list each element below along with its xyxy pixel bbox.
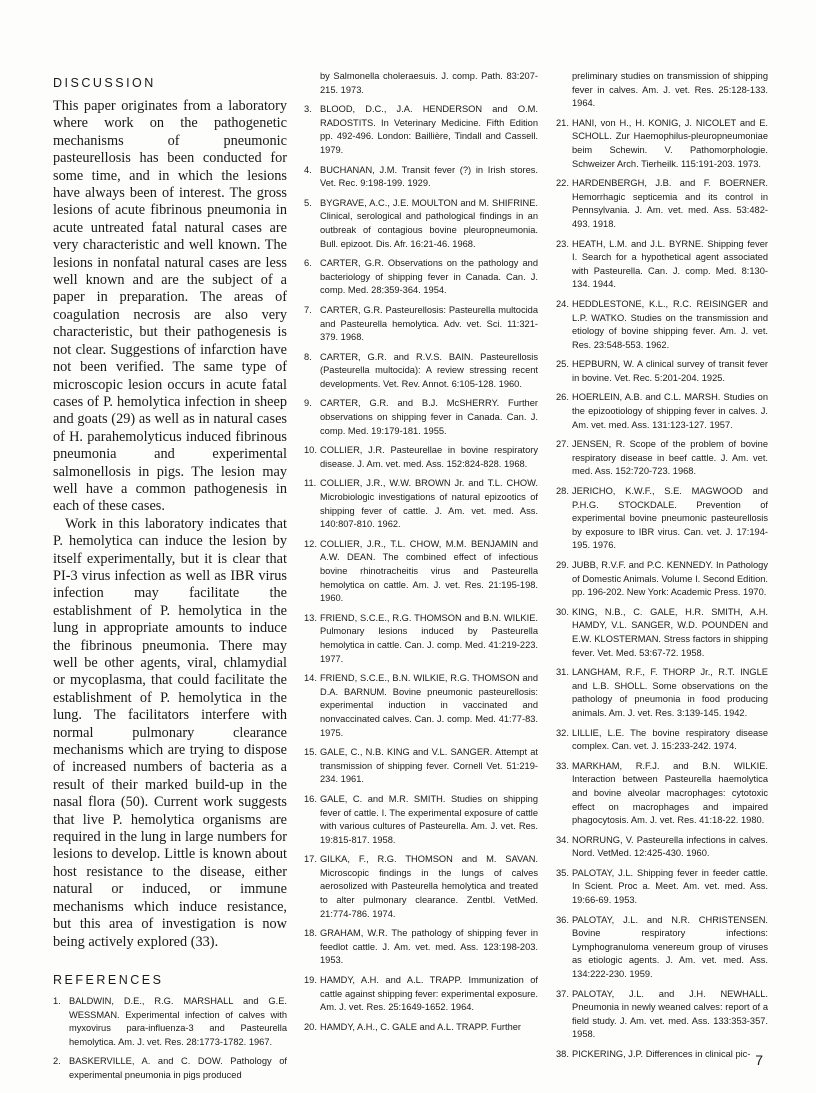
reference-item <box>556 438 768 479</box>
reference-text: LANGHAM, R.F., F. THORP Jr., R.T. INGLE and L.B. SHOLL. Some observations on the pathology of pneumonia in food producing animals. Am. J. vet. Res. 3:139-145. 1942. <box>572 667 768 718</box>
reference-text: NORRUNG, V. Pasteurella infections in calves. Nord. VetMed. 12:425-430. 1960. <box>572 834 768 859</box>
reference-text: HARDENBERGH, J.B. and F. BOERNER. Hemorrhagic septicemia and its control in Pennsylvania. J. Am. vet. med. Ass. 53:482-493. 1918. <box>572 178 768 229</box>
reference-number: 16. <box>304 793 317 804</box>
reference-item <box>304 612 538 666</box>
reference-text: COLLIER, J.R., T.L. CHOW, M.M. BENJAMIN and A.W. DEAN. The combined effect of infectious bovine rhinotracheitis virus and Pasteurella hemolytica on cattle. Am. J. vet. Res. 21:195-198. 1960. <box>320 538 538 604</box>
reference-number: 1. <box>53 995 61 1006</box>
reference-item <box>304 927 538 968</box>
reference-item <box>556 760 768 828</box>
reference-item <box>304 477 538 531</box>
reference-text: PICKERING, J.P. Differences in clinical pic- <box>572 1049 751 1059</box>
reference-item <box>304 793 538 847</box>
reference-item <box>304 397 538 438</box>
reference-number: 3. <box>304 104 312 115</box>
reference-item <box>556 238 768 292</box>
reference-item <box>556 177 768 231</box>
reference-text: CARTER, G.R. Pasteurellosis: Pasteurella multocida and Pasteurella hemolytica. Adv. vet. Sci. 11:321-379. 1968. <box>320 304 538 343</box>
reference-number: 14. <box>304 673 317 684</box>
reference-item <box>304 103 538 157</box>
reference-list-col1 <box>53 995 287 1083</box>
reference-number: 31. <box>556 667 569 678</box>
reference-text: HANI, von H., H. KONIG, J. NICOLET and E. SCHOLL. Zur Haemophilus-pleuropneumoniae beim Schewin. V. Pathomorphologie. Schweizer Arch. Tierheilk. 115:191-203. 1973. <box>572 117 768 169</box>
reference-item <box>556 298 768 352</box>
reference-text: CARTER, G.R. Observations on the pathology and bacteriology of shipping fever in Canada. Can. J. comp. Med. 28:359-364. 1954. <box>320 258 538 296</box>
reference-item <box>304 672 538 740</box>
reference-continuation: preliminary studies on transmission of shipping fever in calves. Am. J. vet. Res. 25:128-133. 1964. <box>572 71 768 109</box>
reference-item <box>556 391 768 432</box>
reference-item <box>556 988 768 1042</box>
reference-item <box>556 914 768 982</box>
reference-text: BYGRAVE, A.C., J.E. MOULTON and M. SHIFRINE. Clinical, serological and pathological findings in an outbreak of contagious bovine pleuropneumonia. Bull. epizoot. Dis. Afr. 16:21-46. 1968. <box>320 197 538 249</box>
reference-item <box>53 1055 287 1082</box>
reference-item <box>304 444 538 471</box>
reference-text: JUBB, R.V.F. and P.C. KENNEDY. In Pathology of Domestic Animals. Volume I. Second Edition. pp. 196-202. New York: Academic Press. 1970. <box>572 560 768 598</box>
reference-text: CARTER, G.R. and R.V.S. BAIN. Pasteurellosis (Pasteurella multocida): A review stressing recent developments. Vet. Rev. Annot. 6:105-128. 1960. <box>320 351 538 389</box>
reference-number: 17. <box>304 854 317 865</box>
reference-text: KING, N.B., C. GALE, H.R. SMITH, A.H. HAMDY, V.L. SANGER, W.D. POUNDEN and E.W. KLOSTERMAN. Stress factors in shipping fever. Vet. Med. 53:67-72. 1958. <box>572 606 768 658</box>
reference-number: 2. <box>53 1056 61 1067</box>
reference-list-col2 <box>304 70 538 1034</box>
reference-number: 28. <box>556 486 569 497</box>
left-column <box>53 70 287 1088</box>
reference-text: GILKA, F., R.G. THOMSON and M. SAVAN. Microscopic findings in the lungs of calves aerosolized with Pasteurella hemolytica and treated to alter pulmonary clearance. Zentbl. VetMed. 21:774-786. 1974. <box>320 854 538 919</box>
discussion-heading: DISCUSSION <box>53 76 156 90</box>
reference-text: COLLIER, J.R. Pasteurellae in bovine respiratory disease. J. Am. vet. med. Ass. 152:824-828. 1968. <box>320 445 538 469</box>
right-column <box>556 70 768 1068</box>
reference-number: 10. <box>304 445 317 456</box>
reference-text: BASKERVILLE, A. and C. DOW. Pathology of experimental pneumonia in pigs produced <box>69 1056 287 1080</box>
reference-number: 4. <box>304 164 312 175</box>
reference-number: 29. <box>556 560 569 570</box>
reference-text: MARKHAM, R.F.J. and B.N. WILKIE. Interaction between Pasteurella haemolytica and bovine alveolar macrophages: cytotoxic effect on macrophages and impaired phagocytosis. Am. J. vet. Res. 41:18-22. 1980. <box>572 760 768 826</box>
reference-number: 25. <box>556 359 569 370</box>
reference-number: 7. <box>304 304 312 315</box>
reference-item <box>304 197 538 251</box>
reference-item <box>556 117 768 171</box>
reference-item <box>556 727 768 754</box>
reference-number: 11. <box>304 478 317 489</box>
reference-number: 15. <box>304 747 317 758</box>
reference-number: 23. <box>556 238 569 249</box>
reference-number: 37. <box>556 988 569 999</box>
reference-item <box>53 995 287 1049</box>
reference-number: 36. <box>556 914 569 925</box>
reference-item <box>556 559 768 600</box>
reference-number: 13. <box>304 612 317 623</box>
reference-item <box>556 834 768 861</box>
reference-text: CARTER, G.R. and B.J. McSHERRY. Further observations on shipping fever in Canada. Can. J. comp. Med. 19:179-181. 1955. <box>320 398 538 436</box>
reference-number: 12. <box>304 538 317 549</box>
reference-item <box>304 257 538 298</box>
reference-text: PALOTAY, J.L. Shipping fever in feeder cattle. In Scient. Proc a. Meet. Am. vet. med. Ass. 19:66-69. 1953. <box>572 867 768 906</box>
reference-text: BALDWIN, D.E., R.G. MARSHALL and G.E. WESSMAN. Experimental infection of calves with myxovirus para-influenza-3 and Pasteurella hemolytica. Am. J. vet. Res. 28:1773-1782. 1967. <box>69 995 287 1047</box>
reference-number: 35. <box>556 867 569 878</box>
reference-item <box>556 867 768 908</box>
reference-text: LILLIE, L.E. The bovine respiratory disease complex. Can. vet. J. 15:233-242. 1974. <box>572 727 768 752</box>
reference-text: HAMDY, A.H., C. GALE and A.L. TRAPP. Further <box>320 1021 522 1032</box>
page-number: 7 <box>755 1052 763 1068</box>
reference-item <box>304 304 538 345</box>
reference-item <box>556 358 768 385</box>
reference-text: HAMDY, A.H. and A.L. TRAPP. Immunization of cattle against shipping fever: experimental exposure. Am. J. vet. Res. 25:1649-1652. 1964. <box>320 975 538 1013</box>
discussion-paragraph-1: This paper originates from a laboratory where work on the pathogenetic mechanisms of pneumonic pasteurellosis has been conducted for some time, and in which the lesions have always been of interest. The gross lesions of acute fibrinous pneumonia in acute untreated fatal natural cases are very characteristic and well known. The lesions in nonfatal natural cases are less well known and are the subject of a paper in preparation. The areas of coagulation necrosis are also very characteristic, but their pathogenesis is not clear. Suggestions of infarction have not been verified. The same type of microscopic lesion occurs in acute fatal cases of P. hemolytica infection in sheep and goats (29) as well as in natural cases of H. parahemolyticus induced fibrinous pneumonia and experimental salmonellosis in pigs. The lesion may well have a common pathogenesis in each of these cases. <box>53 98 287 515</box>
reference-text: FRIEND, S.C.E., R.G. THOMSON and B.N. WILKIE. Pulmonary lesions induced by Pasteurella hemolytica in cattle. Can. J. comp. Med. 41:219-223. 1977. <box>320 612 538 664</box>
reference-number: 22. <box>556 178 569 189</box>
reference-item <box>556 606 768 660</box>
reference-item <box>304 746 538 787</box>
reference-number: 20. <box>304 1021 317 1032</box>
references-heading: REFERENCES <box>53 972 164 987</box>
reference-text: HEDDLESTONE, K.L., R.C. REISINGER and L.P. WATKO. Studies on the transmission and etiology of bovine shipping fever. Am. J. vet. Res. 23:548-553. 1962. <box>572 298 768 350</box>
reference-number: 24. <box>556 298 569 309</box>
reference-number: 26. <box>556 392 569 403</box>
reference-text: BLOOD, D.C., J.A. HENDERSON and O.M. RADOSTITS. In Veterinary Medicine. Fifth Edition pp. 492-496. London: Baillière, Tindall and Cassell. 1979. <box>320 104 538 155</box>
reference-number: 27. <box>556 439 569 450</box>
reference-item <box>304 1021 538 1035</box>
reference-continuation: by Salmonella choleraesuis. J. comp. Path. 83:207-215. 1973. <box>320 71 538 95</box>
reference-text: GALE, C., N.B. KING and V.L. SANGER. Attempt at transmission of shipping fever. Cornell Vet. 51:219-234. 1961. <box>320 747 538 785</box>
reference-text: JERICHO, K.W.F., S.E. MAGWOOD and P.H.G. STOCKDALE. Prevention of experimental bovine pneumonic pasteurellosis by exposure to IBR virus. Can. vet. J. 17:194-195. 1976. <box>572 486 768 551</box>
reference-number: 19. <box>304 975 317 986</box>
reference-number: 33. <box>556 760 569 771</box>
reference-text: FRIEND, S.C.E., B.N. WILKIE, R.G. THOMSON and D.A. BARNUM. Bovine pneumonic pasteurellosis: experimental induction in vaccinated and nonvaccinated calves. Can. J. comp. Med. 41:77-83. 1975. <box>320 673 538 738</box>
reference-item <box>304 538 538 606</box>
reference-number: 30. <box>556 606 569 617</box>
reference-item <box>556 666 768 720</box>
reference-text: HEPBURN, W. A clinical survey of transit fever in bovine. Vet. Rec. 5:201-204. 1925. <box>572 359 768 383</box>
reference-item <box>556 1048 768 1062</box>
reference-text: HOERLEIN, A.B. and C.L. MARSH. Studies on the epizootiology of shipping fever in calves. J. Am. vet. med. Ass. 131:123-127. 1957. <box>572 392 768 430</box>
reference-text: PALOTAY, J.L. and J.H. NEWHALL. Pneumonia in newly weaned calves: report of a field study. J. Am. vet. med. Ass. 133:353-357. 1958. <box>572 988 768 1040</box>
reference-text: GALE, C. and M.R. SMITH. Studies on shipping fever of cattle. I. The experimental exposure of cattle with various cultures of Pasteurella. Am. J. vet. Res. 19:815-817. 1958. <box>320 793 538 845</box>
reference-text: PALOTAY, J.L. and N.R. CHRISTENSEN. Bovine respiratory infections: Lymphogranuloma venereum group of viruses as etiologic agents. J. Am. vet. med. Ass. 134:222-230. 1959. <box>572 914 768 980</box>
middle-column <box>304 70 538 1040</box>
reference-item <box>556 485 768 553</box>
reference-list-col3 <box>556 70 768 1062</box>
reference-number: 6. <box>304 258 312 269</box>
reference-number: 8. <box>304 351 312 362</box>
reference-number: 5. <box>304 197 312 208</box>
reference-number: 32. <box>556 727 569 738</box>
reference-item <box>304 351 538 392</box>
reference-item <box>304 164 538 191</box>
discussion-paragraph-2: Work in this laboratory indicates that P. hemolytica can induce the lesion by itself experimentally, but it is clear that PI-3 virus infection as well as IBR virus infection may facilitate the establishment of P. hemolytica in the lung in appropriate amounts to induce the fibrinous pneumonia. There may well be other agents, viral, chlamydial or mycoplasma, that could facilitate the establishment of P. hemolytica in the lung. The facilitators interfere with normal pulmonary clearance mechanisms which are trying to dispose of increased numbers of bacteria as a result of their marked build-up in the nasal flora (50). Current work suggests that live P. hemolytica organisms are required in the lung in large numbers for lesions to develop. Little is known about host resistance to the disease, either natural or induced, or immune mechanisms which induce resistance, but this area of investigation is now being actively explored (33). <box>53 515 287 950</box>
reference-number: 9. <box>304 398 312 409</box>
reference-number: 38. <box>556 1049 569 1059</box>
reference-item <box>304 853 538 921</box>
reference-text: JENSEN, R. Scope of the problem of bovine respiratory disease in beef cattle. J. Am. vet. med. Ass. 152:720-723. 1968. <box>572 439 768 477</box>
reference-number: 34. <box>556 834 569 845</box>
reference-text: GRAHAM, W.R. The pathology of shipping fever in feedlot cattle. J. Am. vet. med. Ass. 123:198-203. 1953. <box>320 928 538 966</box>
reference-text: COLLIER, J.R., W.W. BROWN Jr. and T.L. CHOW. Microbiologic investigations of natural epizootics of shipping fever of cattle. J. Am. vet. med. Ass. 140:807-810. 1962. <box>320 478 538 530</box>
reference-number: 18. <box>304 928 317 939</box>
reference-number: 21. <box>556 117 569 128</box>
reference-text: BUCHANAN, J.M. Transit fever (?) in Irish stores. Vet. Rec. 9:198-199. 1929. <box>320 164 538 189</box>
reference-item <box>304 974 538 1015</box>
reference-text: HEATH, L.M. and J.L. BYRNE. Shipping fever I. Search for a hypothetical agent associated with Pasteurella. Can. J. comp. Med. 8:130-134. 1944. <box>572 238 768 290</box>
